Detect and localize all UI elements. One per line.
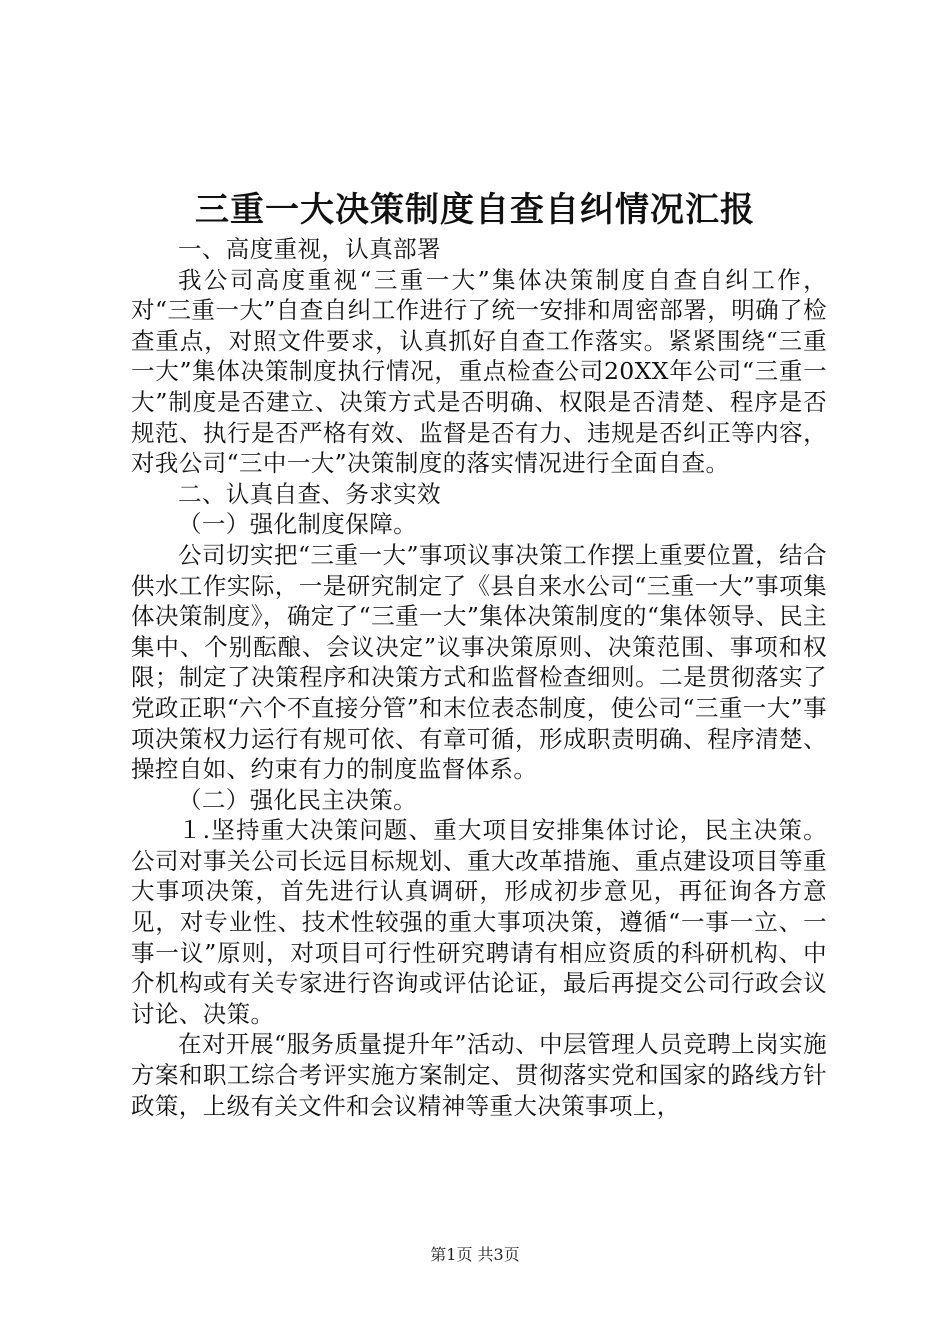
section-heading-1: 一、高度重视，认真部署 [178,235,441,263]
paragraph-1: 我公司高度重视“三重一大”集体决策制度自查自纠工作，对“三重一大”自查自纠工作进行了统一安排和周密部署，明确了检查重点，对照文件要求，认真抓好自查工作落实。紧紧围绕“三重一大”集体决策制度执行情况，重点检查公司20XX年公司“三重一大”制度是否建立、决策方式是否明确、权限是否清楚、程序是否规范、执行是否严格有效、监督是否有力、违规是否纠正等内容，对我公司“三中一大”决策制度的落实情况进行全面自查。 [131,265,827,478]
paragraph-3: １.坚持重大决策问题、重大项目安排集体讨论，民主决策。公司对事关公司长远目标规划、重大改革措施、重点建设项目等重大事项决策，首先进行认真调研，形成初步意见，再征询各方意见，对专业性、技术性较强的重大事项决策，遵循“一事一立、一事一议”原则，对项目可行性研究聘请有相应资质的科研机构、中介机构或有关专家进行咨询或评估论证，最后再提交公司行政会议讨论、决策。 [131,816,827,1028]
paragraph-4: 在对开展“服务质量提升年”活动、中层管理人员竞聘上岗实施方案和职工综合考评实施方案制定、贯彻落实党和国家的路线方针政策，上级有关文件和会议精神等重大决策事项上， [131,1030,827,1120]
subsection-heading-1: （一）强化制度保障。 [178,510,417,539]
page-footer: 第1页 共3页 [430,1245,520,1264]
paragraph-2: 公司切实把“三重一大”事项议事决策工作摆上重要位置，结合供水工作实际，一是研究制定了《县自来水公司“三重一大”事项集体决策制度》，确定了“三重一大”集体决策制度的“集体领导、民主集中、个别酝酿、会议决定”议事决策原则、决策范围、事项和权限；制定了决策程序和决策方式和监督检查细则。二是贯彻落实了党政正职“六个不直接分管”和末位表态制度，使公司“三重一大”事项决策权力运行有规可依、有章可循，形成职责明确、程序清楚、操控自如、约束有力的制度监督体系。 [131,540,827,784]
subsection-heading-2: （二）强化民主决策。 [178,785,417,814]
section-heading-2: 二、认真自查、务求实效 [178,479,441,508]
document-body [131,234,827,1121]
document-title: 三重一大决策制度自查自纠情况汇报 [195,190,755,230]
